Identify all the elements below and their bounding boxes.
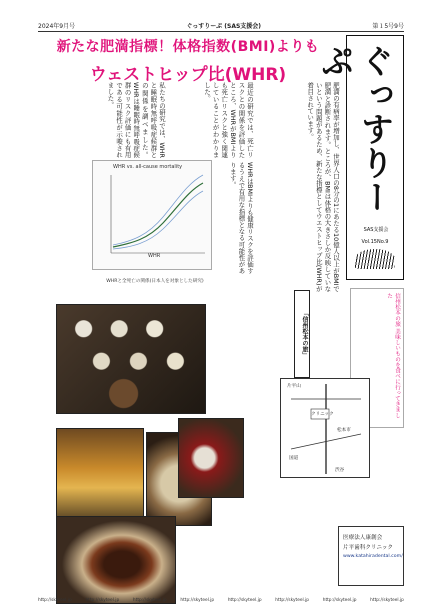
footer-link[interactable]: http://skyteel.jp <box>180 598 215 603</box>
chart-x-label: WHR <box>148 253 161 259</box>
newsletter-name: ぐっすりーぷ (SAS支援会) <box>186 22 262 30</box>
sashimi-photo <box>178 418 244 498</box>
headline-line1: 新たな肥満指標！体格指数(BMI)よりも <box>56 39 320 55</box>
hamburg-steak-photo <box>56 516 176 604</box>
footer-link[interactable]: http://skyteel.jp <box>85 598 120 603</box>
newsletter-page <box>38 20 404 580</box>
access-map <box>280 378 370 478</box>
masthead-title: ぐっすりーぷ <box>316 44 395 214</box>
whr-chart <box>92 160 212 270</box>
clinic-url[interactable]: www.katahiradental.com/ <box>343 554 403 559</box>
article-column-2: 最近の研究では、死亡リスクとの関係を評価したところ、WHRがBMIよりも死亡リスクと強く関連していることがわかりました。 <box>203 82 254 158</box>
masthead-illustration <box>355 249 395 269</box>
map-label-3: 松本市 <box>337 428 351 433</box>
clinic-name: 片平歯科クリニック <box>343 545 394 551</box>
chart-title: WHR vs. all-cause mortality <box>113 164 183 170</box>
issue-header <box>38 20 404 30</box>
beer-photo <box>56 428 144 528</box>
map-lines <box>281 379 371 479</box>
footer-link[interactable]: http://skyteel.jp <box>38 598 72 603</box>
map-label-2: クリニック <box>311 412 334 417</box>
footer-link[interactable]: http://skyteel.jp <box>227 598 262 603</box>
footer-link[interactable]: http://skyteel.jp <box>370 598 404 603</box>
masthead-vol: Vol.15No.9 <box>361 239 389 245</box>
masthead-sub: SAS支援会 <box>363 227 389 233</box>
header-rule <box>38 31 404 32</box>
chart-caption: WHRと全死亡の関係(日本人を対象とした研究) <box>106 279 204 284</box>
travel-column-title: 「信州松本の旅」 <box>294 290 310 378</box>
map-label-1: 片平山 <box>287 384 301 389</box>
clinic-corp-name: 医療法人康創会 <box>343 535 383 541</box>
footer-link[interactable]: http://skyteel.jp <box>275 598 309 603</box>
food-photo-dumplings <box>56 304 206 414</box>
headline-line2: ウェストヒップ比(WHR) <box>89 65 287 85</box>
article-column-4: WHRはBMIよりも健康リスクを評価するうえで有用な指標となる可能性があります。 <box>228 162 254 274</box>
footer-link[interactable]: http://skyteel.jp <box>322 598 357 603</box>
travel-sidebox-text: 信州松本の旅 美味しいものを食べに行ってきました <box>386 293 400 418</box>
article-column-1: 肥満の有病率が増加し、世界人口の8分の1にあたる10億人以上がBMIで肥満と診断されます。ところが、BMIは体格の大きさしか反映していないという問題があるため、新たな指標としてウエストヒップ比(WHR)が着目されています。 <box>306 82 340 292</box>
article-column-3: 私たちの研究では、WHRと睡眠時無呼吸症候群との関係を調べました。WHRは睡眠時無呼吸症候群のリスク評価にも有用である可能性が示唆されました。 <box>106 82 166 158</box>
issue-number: 第１5号9号 <box>372 22 404 30</box>
map-label-4: 国道 <box>289 456 299 461</box>
map-label-5: 渋谷 <box>335 468 345 473</box>
issue-date: 2024年9月号 <box>38 22 76 30</box>
clinic-box <box>338 526 404 586</box>
footer-link[interactable]: http://skyteel.jp <box>132 598 167 603</box>
headline <box>38 36 338 85</box>
footer-links <box>38 598 404 603</box>
